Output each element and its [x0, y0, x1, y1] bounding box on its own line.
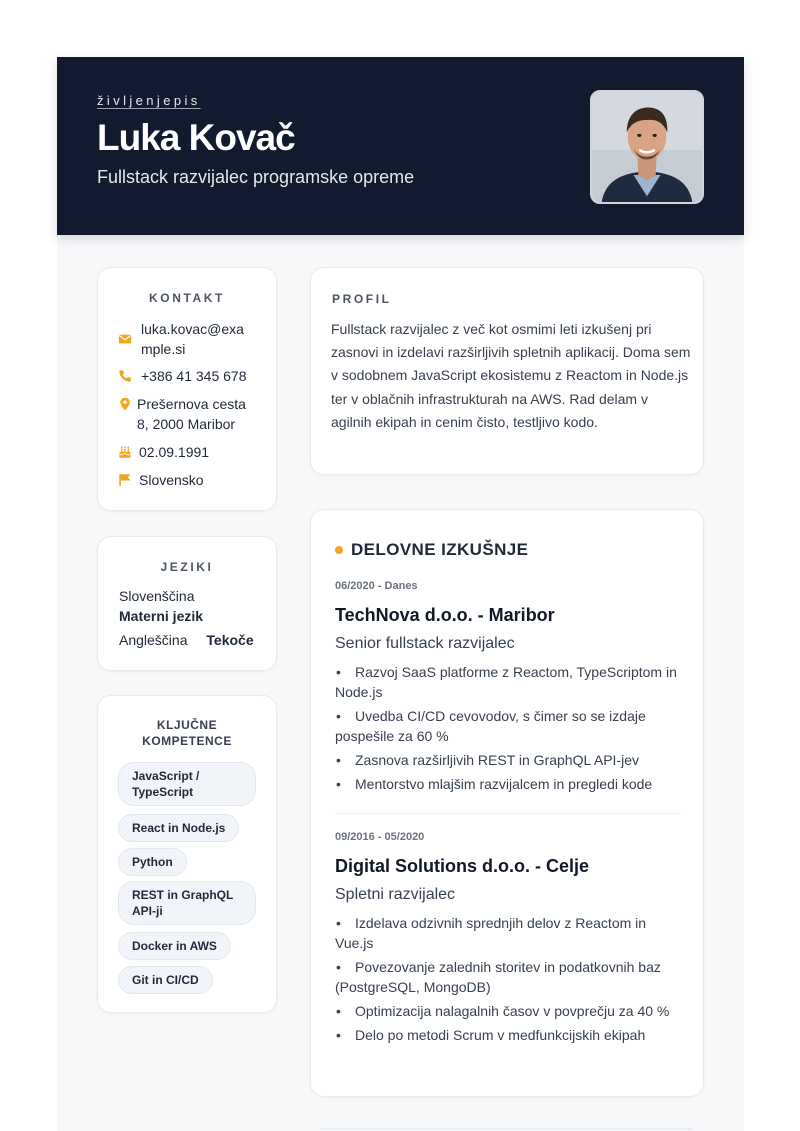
skill-chip: Docker in AWS — [118, 932, 231, 960]
birthdate-value: 02.09.1991 — [139, 444, 210, 460]
language-name: Angleščina — [119, 632, 188, 648]
job-duty: • Izdelava odzivnih sprednjih delov z Reactom in Vue.js — [335, 913, 685, 953]
languages-title: JEZIKI — [160, 560, 214, 574]
language-level: Tekoče — [206, 632, 254, 648]
birthday-cake-icon — [118, 442, 136, 459]
skill-chip: React in Node.js — [118, 814, 239, 842]
email-line-2: mple.si — [141, 341, 186, 357]
next-card-edge — [319, 1128, 693, 1130]
language-level: Materni jezik — [119, 608, 204, 624]
job-divider — [335, 813, 681, 814]
profile-title: PROFIL — [332, 292, 392, 306]
experience-title: DELOVNE IZKUŠNJE — [351, 540, 529, 559]
language-item — [119, 632, 254, 648]
contact-email[interactable] — [118, 319, 244, 359]
contact-title: KONTAKT — [149, 291, 225, 305]
job-duty: • Razvoj SaaS platforme z Reactom, TypeScriptom in Node.js — [335, 662, 685, 702]
skill-chip: REST in GraphQL API-ji — [118, 881, 256, 925]
job-duty: • Mentorstvo mlajšim razvijalcem in pregledi kode — [335, 774, 685, 794]
job-duty: • Optimizacija nalagalnih časov v povprečju za 40 % — [335, 1001, 685, 1021]
address-line-1: Prešernova cesta — [137, 396, 246, 412]
phone-icon — [118, 366, 136, 383]
contact-phone[interactable] — [118, 366, 247, 386]
language-name: Slovenščina — [119, 588, 195, 604]
resume-sheet — [57, 57, 744, 1131]
skills-card — [97, 695, 277, 1013]
job-duties — [335, 662, 685, 794]
experience-heading — [335, 540, 528, 560]
person-name: Luka Kovač — [97, 117, 295, 158]
document-kicker: življenjepis — [97, 93, 201, 108]
contact-card — [97, 267, 277, 511]
job-duty: • Povezovanje zalednih storitev in podatkovnih baz (PostgreSQL, MongoDB) — [335, 957, 685, 997]
job-duty: • Delo po metodi Scrum v medfunkcijskih ekipah — [335, 1025, 685, 1045]
envelope-icon — [118, 319, 136, 346]
location-pin-icon — [118, 394, 136, 411]
language-level-row — [119, 608, 203, 624]
skills-title: KLJUČNE KOMPETENCE — [142, 718, 232, 748]
phone-number: +386 41 345 678 — [141, 368, 247, 384]
job-title: Fullstack razvijalec programske opreme — [97, 167, 415, 187]
languages-card — [97, 536, 277, 671]
bullet-dot-icon — [335, 546, 343, 554]
job-role: Senior fullstack razvijalec — [335, 635, 515, 652]
job-date: 09/2016 - 05/2020 — [335, 831, 425, 843]
job-duty: • Zasnova razširljivih REST in GraphQL API-jev — [335, 750, 685, 770]
profile-photo — [590, 90, 704, 204]
job-entry — [335, 831, 685, 1049]
skill-chip: Git in CI/CD — [118, 966, 213, 994]
job-company: TechNova d.o.o. - Maribor — [335, 605, 555, 625]
resume-header — [57, 57, 744, 235]
job-role: Spletni razvijalec — [335, 886, 456, 903]
email-line-1: luka.kovac@exa — [141, 321, 244, 337]
skill-chip: JavaScript / TypeScript — [118, 762, 256, 806]
job-company: Digital Solutions d.o.o. - Celje — [335, 856, 590, 876]
address-line-2: 8, 2000 Maribor — [137, 416, 236, 432]
contact-address — [118, 394, 246, 434]
skill-chip: Python — [118, 848, 187, 876]
experience-card — [310, 509, 704, 1097]
portrait-image — [592, 92, 702, 202]
contact-birthdate — [118, 442, 209, 462]
contact-country — [118, 470, 204, 490]
job-duties — [335, 913, 685, 1045]
profile-card — [310, 267, 704, 475]
profile-summary: Fullstack razvijalec z več kot osmimi leti izkušenj pri zasnovi in izdelavi razširljivih spletnih aplikacij. Doma sem v sodobnem JavaScript ekosistemu z Reactom in Node.js ter v oblačnih infrastrukturah na AWS. Rad delam v agilnih ekipah in cenim čisto, testljivo kodo. — [331, 321, 691, 430]
job-date: 06/2020 - Danes — [335, 580, 418, 592]
job-duty: • Uvedba CI/CD cevovodov, s čimer so se izdaje pospešile za 60 % — [335, 706, 685, 746]
flag-icon — [118, 470, 136, 487]
job-entry — [335, 580, 685, 798]
country-value: Slovensko — [139, 472, 204, 488]
language-item — [119, 588, 195, 604]
